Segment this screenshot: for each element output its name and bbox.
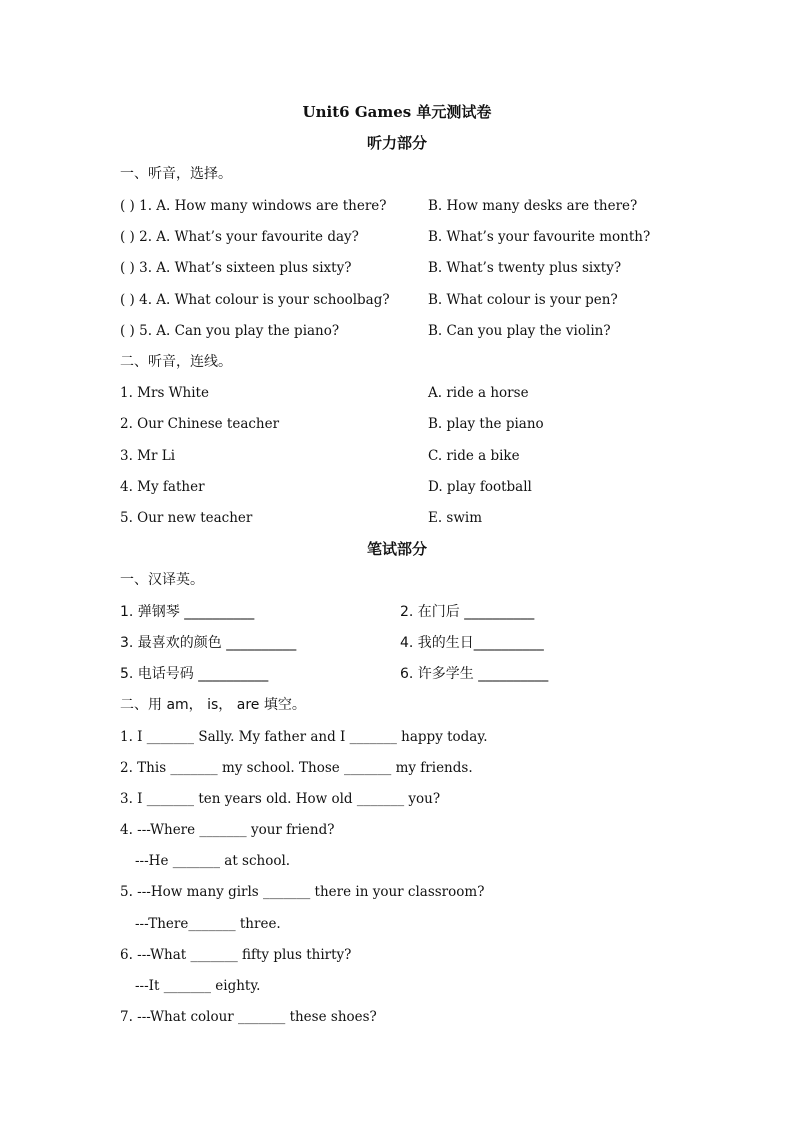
fill-line-4-answer: ---He _______ at school. [135, 853, 291, 869]
fill-line-4-question: 4. ---Where _______ your friend? [120, 822, 335, 838]
question-4-option-b: B. What colour is your pen? [428, 292, 618, 308]
match-left-3: 3. Mr Li [120, 448, 176, 464]
fill-line-6-question: 6. ---What _______ fifty plus thirty? [120, 947, 352, 963]
question-3-option-b: B. What’s twenty plus sixty? [428, 260, 622, 276]
match-left-4: 4. My father [120, 479, 205, 495]
translation-2: 2. 在门后 __________ [400, 604, 535, 620]
match-left-2: 2. Our Chinese teacher [120, 416, 280, 432]
fill-line-2: 2. This _______ my school. Those _______ my friends. [120, 760, 473, 776]
translation-3: 3. 最喜欢的颜色 __________ [120, 635, 297, 651]
question-5-option-b: B. Can you play the violin? [428, 323, 611, 339]
written-section-title: 笔试部分 [366, 540, 427, 558]
question-5-option-a: ( ) 5. A. Can you play the piano? [120, 323, 340, 339]
match-right-b: B. play the piano [428, 416, 544, 432]
match-left-5: 5. Our new teacher [120, 510, 253, 526]
fill-line-3: 3. I _______ ten years old. How old _______ you? [120, 791, 441, 807]
written-part2-heading: 二、用 am， is， are 填空。 [120, 697, 306, 713]
listening-section-title: 听力部分 [366, 134, 427, 152]
match-right-c: C. ride a bike [428, 448, 520, 464]
translation-6: 6. 许多学生 __________ [400, 666, 549, 682]
question-2-option-b: B. What’s your favourite month? [428, 229, 651, 245]
written-part1-heading: 一、汉译英。 [120, 572, 204, 588]
translation-4: 4. 我的生日__________ [400, 635, 544, 651]
match-right-e: E. swim [428, 510, 483, 526]
exam-title: Unit6 Games 单元测试卷 [302, 103, 492, 121]
question-2-option-a: ( ) 2. A. What’s your favourite day? [120, 229, 359, 245]
question-3-option-a: ( ) 3. A. What’s sixteen plus sixty? [120, 260, 352, 276]
fill-line-5-question: 5. ---How many girls _______ there in your classroom? [120, 884, 485, 900]
translation-1: 1. 弹钢琴 __________ [120, 604, 255, 620]
listening-part1-heading: 一、听音，选择。 [120, 166, 232, 182]
match-left-1: 1. Mrs White [120, 385, 209, 401]
fill-line-6-answer: ---It _______ eighty. [135, 978, 261, 994]
match-right-d: D. play football [428, 479, 532, 495]
listening-part2-heading: 二、听音，连线。 [120, 354, 232, 370]
translation-5: 5. 电话号码 __________ [120, 666, 269, 682]
fill-line-5-answer: ---There_______ three. [135, 916, 281, 932]
match-right-a: A. ride a horse [428, 385, 529, 401]
question-4-option-a: ( ) 4. A. What colour is your schoolbag? [120, 292, 390, 308]
fill-line-7-question: 7. ---What colour _______ these shoes? [120, 1009, 377, 1025]
question-1-option-b: B. How many desks are there? [428, 198, 638, 214]
fill-line-1: 1. I _______ Sally. My father and I _______ happy today. [120, 729, 488, 745]
question-1-option-a: ( ) 1. A. How many windows are there? [120, 198, 387, 214]
